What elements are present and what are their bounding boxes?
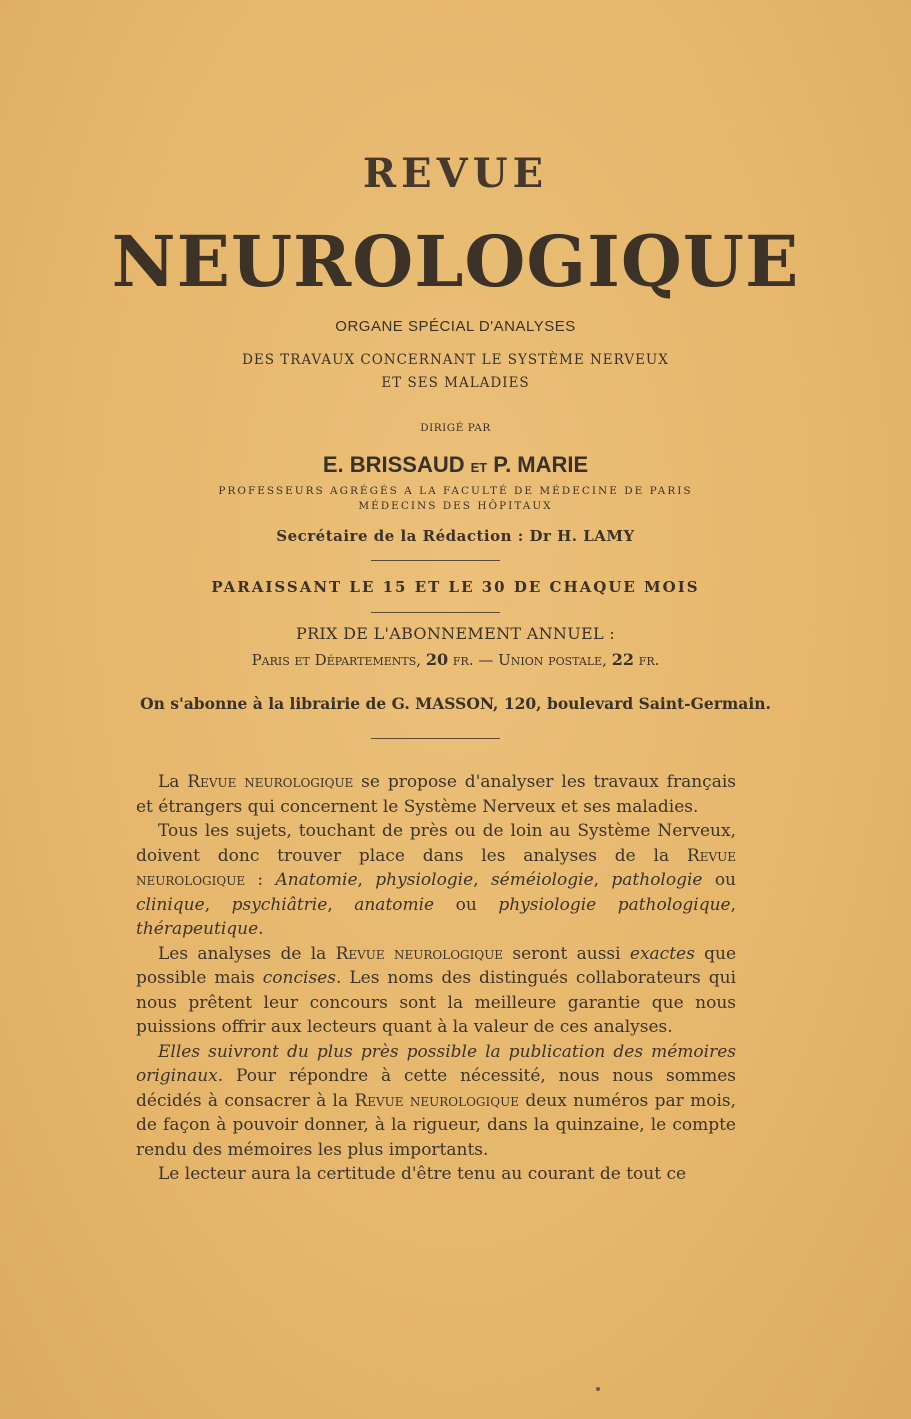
italic-run: Anatomie [275, 870, 358, 890]
editor-brissaud: E. BRISSAUD [322, 452, 465, 477]
italic-run: séméiologie [490, 870, 594, 890]
dirige-par: DIRIGÉ PAR [420, 422, 491, 434]
revue-neurologique-smallcaps: Revue neurologique [187, 772, 354, 792]
text-run: , [357, 870, 376, 890]
paris-unit: fr. [452, 651, 474, 669]
abonnement-info: On s'abonne à la librairie de G. MASSON, 120, boulevard Saint-Germain. [140, 694, 771, 713]
italic-run: physiologie [375, 870, 474, 890]
text-run: . [258, 919, 264, 939]
paris-price: 20 [425, 650, 449, 669]
editor-marie: P. MARIE [493, 452, 589, 477]
text-run: , [327, 894, 355, 915]
paragraph-3 [136, 942, 736, 1040]
paris-label: Paris et Départements, [251, 651, 422, 669]
italic-run: pathologie [611, 870, 703, 890]
text-run: deux numéros par mois, de façon à pouvoir donner, à la rigueur, dans la quinzaine, le compte rendu des mémoires les plus importants. [136, 1090, 737, 1160]
paragraph-5: Le lecteur aura la certitude d'être tenu au courant de tout ce [158, 1164, 687, 1184]
paragraph-4 [136, 1040, 736, 1163]
page-mark-dot [596, 1387, 600, 1391]
text-run: Les analyses de la [158, 943, 336, 964]
professeurs-line-1: PROFESSEURS AGRÉGÉS A LA FACULTÉ DE MÉDECINE DE PARIS [218, 485, 693, 497]
union-price: 22 [611, 650, 634, 669]
divider-rule [371, 612, 500, 613]
prix-abonnement-details [0, 650, 911, 669]
italic-run: anatomie [354, 894, 435, 915]
text-run: La [158, 772, 188, 792]
divider-rule [371, 560, 500, 561]
italic-run: thérapeutique [136, 919, 259, 939]
text-run: Tous les sujets, touchant de près ou de loin au Système Nerveux, doivent donc trouver place dans les analyses de la [136, 821, 736, 866]
italic-run: psychiâtrie [231, 894, 328, 915]
price-dash: — [478, 651, 494, 669]
text-run: , [473, 870, 491, 890]
paragraph-2 [136, 819, 736, 942]
revue-neurologique-smallcaps: Revue neurologique [354, 1090, 519, 1111]
professeurs-line-2: MÉDECINS DES HÔPITAUX [358, 500, 553, 512]
text-run: : [245, 870, 276, 890]
text-run: ou [702, 870, 737, 890]
parution-frequency: PARAISSANT LE 15 ET LE 30 DE CHAQUE MOIS [211, 578, 700, 596]
text-run: . Les noms des distingués collaborateurs qui nous prêtent leur concours sont la meilleure garantie que nous puissions offrir aux lecteurs quant à la valeur de ces analyses. [136, 968, 737, 1037]
journal-title-revue: REVUE [362, 150, 549, 197]
text-run: se propose d'analyser les travaux français et étrangers qui concernent le Système Nerveux et ses maladies. [136, 772, 737, 817]
text-run: que possible mais [136, 943, 737, 988]
journal-title-neurologique: NEUROLOGIQUE [111, 220, 800, 303]
subtitle-line-2: DES TRAVAUX CONCERNANT LE SYSTÈME NERVEUX [242, 352, 669, 368]
paragraph-1 [136, 770, 736, 819]
union-label: Union postale, [498, 651, 607, 669]
italic-run: concises [262, 968, 336, 988]
text-run: ou [434, 894, 499, 915]
revue-neurologique-smallcaps: Revue neurologique [136, 845, 736, 890]
italic-run: clinique [136, 894, 205, 915]
secretaire-redaction: Secrétaire de la Rédaction : Dr H. LAMY [276, 527, 635, 545]
prix-abonnement-title: PRIX DE L'ABONNEMENT ANNUEL : [296, 624, 615, 643]
editors [0, 452, 911, 478]
body-text [136, 770, 736, 1187]
text-run: , [730, 894, 737, 915]
text-run: . Pour répondre à cette nécessité, nous nous sommes décidés à consacrer à la [136, 1066, 736, 1111]
text-run: , [593, 870, 612, 890]
subtitle-line-3: ET SES MALADIES [381, 375, 530, 391]
editors-et: ET [470, 460, 488, 475]
italic-run: physiologie pathologique [498, 894, 731, 915]
union-unit: fr. [638, 651, 660, 669]
subtitle-line-1: ORGANE SPÉCIAL D'ANALYSES [335, 318, 576, 335]
italic-run: exactes [629, 943, 695, 964]
italic-run: Elles suivront du plus près possible la publication des mémoires originaux [136, 1041, 736, 1086]
text-run: , [204, 894, 232, 915]
divider-rule [371, 738, 500, 739]
text-run: seront aussi [503, 943, 630, 964]
revue-neurologique-smallcaps: Revue neurologique [335, 943, 504, 964]
